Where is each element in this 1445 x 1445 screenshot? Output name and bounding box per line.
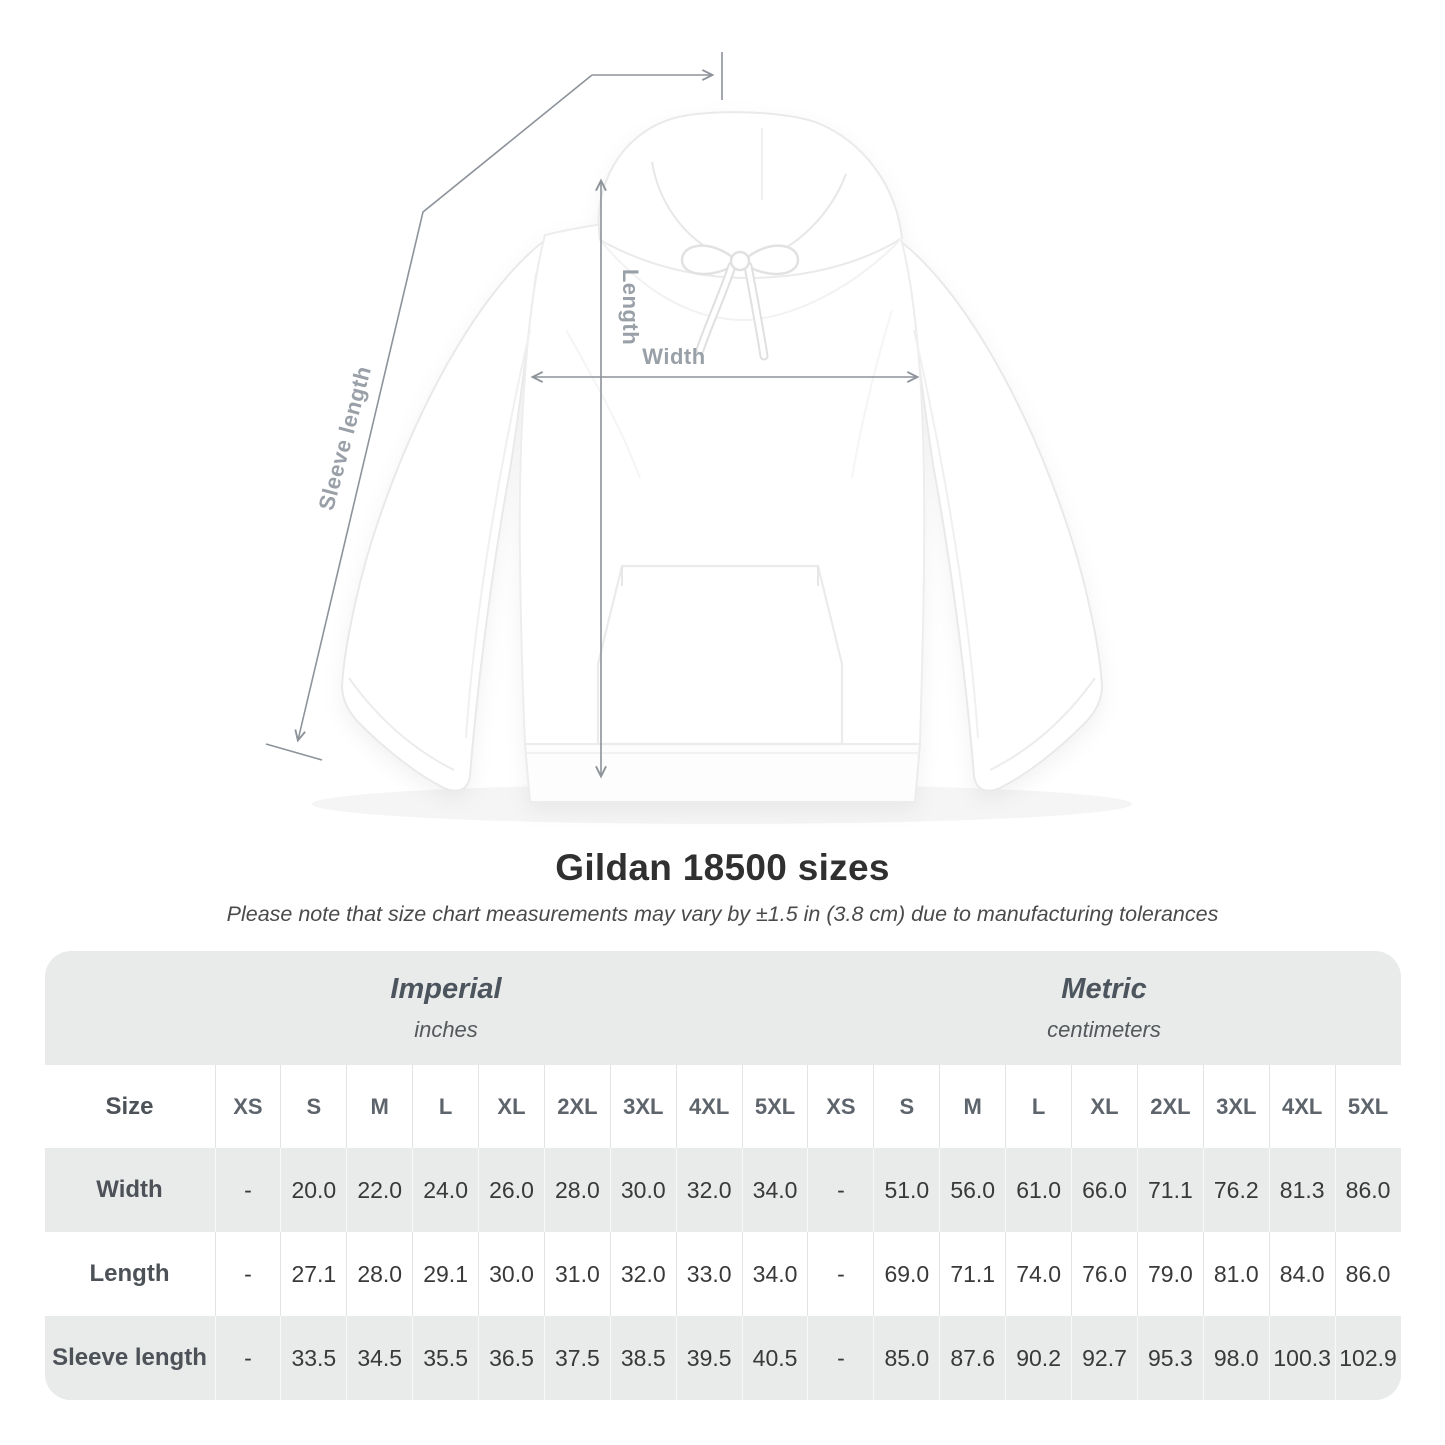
imperial-label: Imperial <box>390 973 502 1005</box>
size-header-metric-xl: XL <box>1071 1065 1137 1148</box>
value-cell-imperial: 33.5 <box>280 1316 346 1400</box>
value-cell-metric: 90.2 <box>1005 1316 1071 1400</box>
value-cell-imperial: 31.0 <box>544 1232 610 1316</box>
sleeve-length-dimension-label: Sleeve length <box>313 363 377 513</box>
size-header-imperial-xl: XL <box>478 1065 544 1148</box>
value-cell-imperial: 28.0 <box>544 1148 610 1232</box>
imperial-sublabel: inches <box>414 1017 478 1042</box>
metric-sublabel: centimeters <box>1047 1017 1161 1042</box>
measurement-row-width <box>45 1148 1401 1232</box>
value-cell-metric: 79.0 <box>1137 1232 1203 1316</box>
width-dimension-label: Width <box>642 344 706 369</box>
value-cell-imperial: 37.5 <box>544 1316 610 1400</box>
value-cell-imperial: 27.1 <box>280 1232 346 1316</box>
value-cell-imperial: 39.5 <box>676 1316 742 1400</box>
size-header-metric-5xl: 5XL <box>1335 1065 1401 1148</box>
row-label: Length <box>89 1260 170 1287</box>
value-cell-imperial: 24.0 <box>412 1148 478 1232</box>
size-header-imperial-2xl: 2XL <box>544 1065 610 1148</box>
size-header-metric-l: L <box>1005 1065 1071 1148</box>
metric-label: Metric <box>1061 973 1147 1005</box>
value-cell-metric: - <box>807 1232 873 1316</box>
size-header-imperial-xs: XS <box>215 1065 281 1148</box>
value-cell-imperial: - <box>215 1316 281 1400</box>
value-cell-imperial: 22.0 <box>346 1148 412 1232</box>
value-cell-metric: - <box>807 1316 873 1400</box>
value-cell-imperial: 26.0 <box>478 1148 544 1232</box>
size-header-metric-m: M <box>939 1065 1005 1148</box>
value-cell-metric: 92.7 <box>1071 1316 1137 1400</box>
value-cell-metric: 95.3 <box>1137 1316 1203 1400</box>
size-header-imperial-l: L <box>412 1065 478 1148</box>
page-title: Gildan 18500 sizes <box>555 847 890 888</box>
value-cell-imperial: 36.5 <box>478 1316 544 1400</box>
size-table <box>45 951 1401 1400</box>
value-cell-imperial: 34.0 <box>742 1148 808 1232</box>
value-cell-imperial: - <box>215 1148 281 1232</box>
size-column-header: Size <box>105 1092 154 1120</box>
value-cell-imperial: 28.0 <box>346 1232 412 1316</box>
size-header-imperial-m: M <box>346 1065 412 1148</box>
hoodie-garment <box>342 112 1102 802</box>
measurement-row-length <box>45 1232 1401 1316</box>
value-cell-metric: 81.3 <box>1269 1148 1335 1232</box>
value-cell-metric: 76.2 <box>1203 1148 1269 1232</box>
size-header-imperial-s: S <box>280 1065 346 1148</box>
value-cell-imperial: 32.0 <box>610 1232 676 1316</box>
value-cell-imperial: - <box>215 1232 281 1316</box>
measurement-rows <box>45 1148 1401 1400</box>
value-cell-metric: 66.0 <box>1071 1148 1137 1232</box>
value-cell-metric: 87.6 <box>939 1316 1005 1400</box>
value-cell-metric: - <box>807 1148 873 1232</box>
kangaroo-pocket <box>598 566 842 744</box>
value-cell-imperial: 40.5 <box>742 1316 808 1400</box>
value-cell-metric: 98.0 <box>1203 1316 1269 1400</box>
sleeve-end-tick <box>266 744 322 760</box>
value-cell-metric: 76.0 <box>1071 1232 1137 1316</box>
value-cell-imperial: 35.5 <box>412 1316 478 1400</box>
value-cell-metric: 74.0 <box>1005 1232 1071 1316</box>
row-label: Sleeve length <box>52 1344 207 1371</box>
value-cell-imperial: 34.5 <box>346 1316 412 1400</box>
value-cell-imperial: 20.0 <box>280 1148 346 1232</box>
size-header-metric-xs: XS <box>807 1065 873 1148</box>
size-header-metric-s: S <box>873 1065 939 1148</box>
size-header-metric-3xl: 3XL <box>1203 1065 1269 1148</box>
value-cell-metric: 86.0 <box>1335 1232 1401 1316</box>
value-cell-imperial: 29.1 <box>412 1232 478 1316</box>
value-cell-metric: 102.9 <box>1335 1316 1401 1400</box>
value-cell-imperial: 30.0 <box>478 1232 544 1316</box>
size-header-row <box>45 1065 1401 1148</box>
value-cell-metric: 71.1 <box>939 1232 1005 1316</box>
value-cell-metric: 69.0 <box>873 1232 939 1316</box>
value-cell-metric: 86.0 <box>1335 1148 1401 1232</box>
value-cell-imperial: 30.0 <box>610 1148 676 1232</box>
length-dimension-label: Length <box>618 268 643 346</box>
value-cell-metric: 61.0 <box>1005 1148 1071 1232</box>
size-header-imperial-3xl: 3XL <box>610 1065 676 1148</box>
unit-groups-row <box>45 951 1401 1065</box>
value-cell-metric: 51.0 <box>873 1148 939 1232</box>
measurement-row-sleeve-length <box>45 1316 1401 1400</box>
value-cell-imperial: 34.0 <box>742 1232 808 1316</box>
value-cell-metric: 71.1 <box>1137 1148 1203 1232</box>
value-cell-imperial: 32.0 <box>676 1148 742 1232</box>
size-header-imperial-4xl: 4XL <box>676 1065 742 1148</box>
tolerance-note: Please note that size chart measurements may vary by ±1.5 in (3.8 cm) due to manufacturing tolerances <box>226 902 1219 926</box>
value-cell-metric: 84.0 <box>1269 1232 1335 1316</box>
size-header-metric-4xl: 4XL <box>1269 1065 1335 1148</box>
value-cell-imperial: 38.5 <box>610 1316 676 1400</box>
unit-group-imperial <box>45 973 808 1043</box>
value-cell-imperial: 33.0 <box>676 1232 742 1316</box>
value-cell-metric: 56.0 <box>939 1148 1005 1232</box>
size-header-metric-2xl: 2XL <box>1137 1065 1203 1148</box>
size-header-imperial-5xl: 5XL <box>742 1065 808 1148</box>
value-cell-metric: 85.0 <box>873 1316 939 1400</box>
value-cell-metric: 100.3 <box>1269 1316 1335 1400</box>
hood <box>599 112 902 278</box>
value-cell-metric: 81.0 <box>1203 1232 1269 1316</box>
unit-group-metric <box>808 973 1401 1043</box>
row-label: Width <box>96 1176 163 1203</box>
